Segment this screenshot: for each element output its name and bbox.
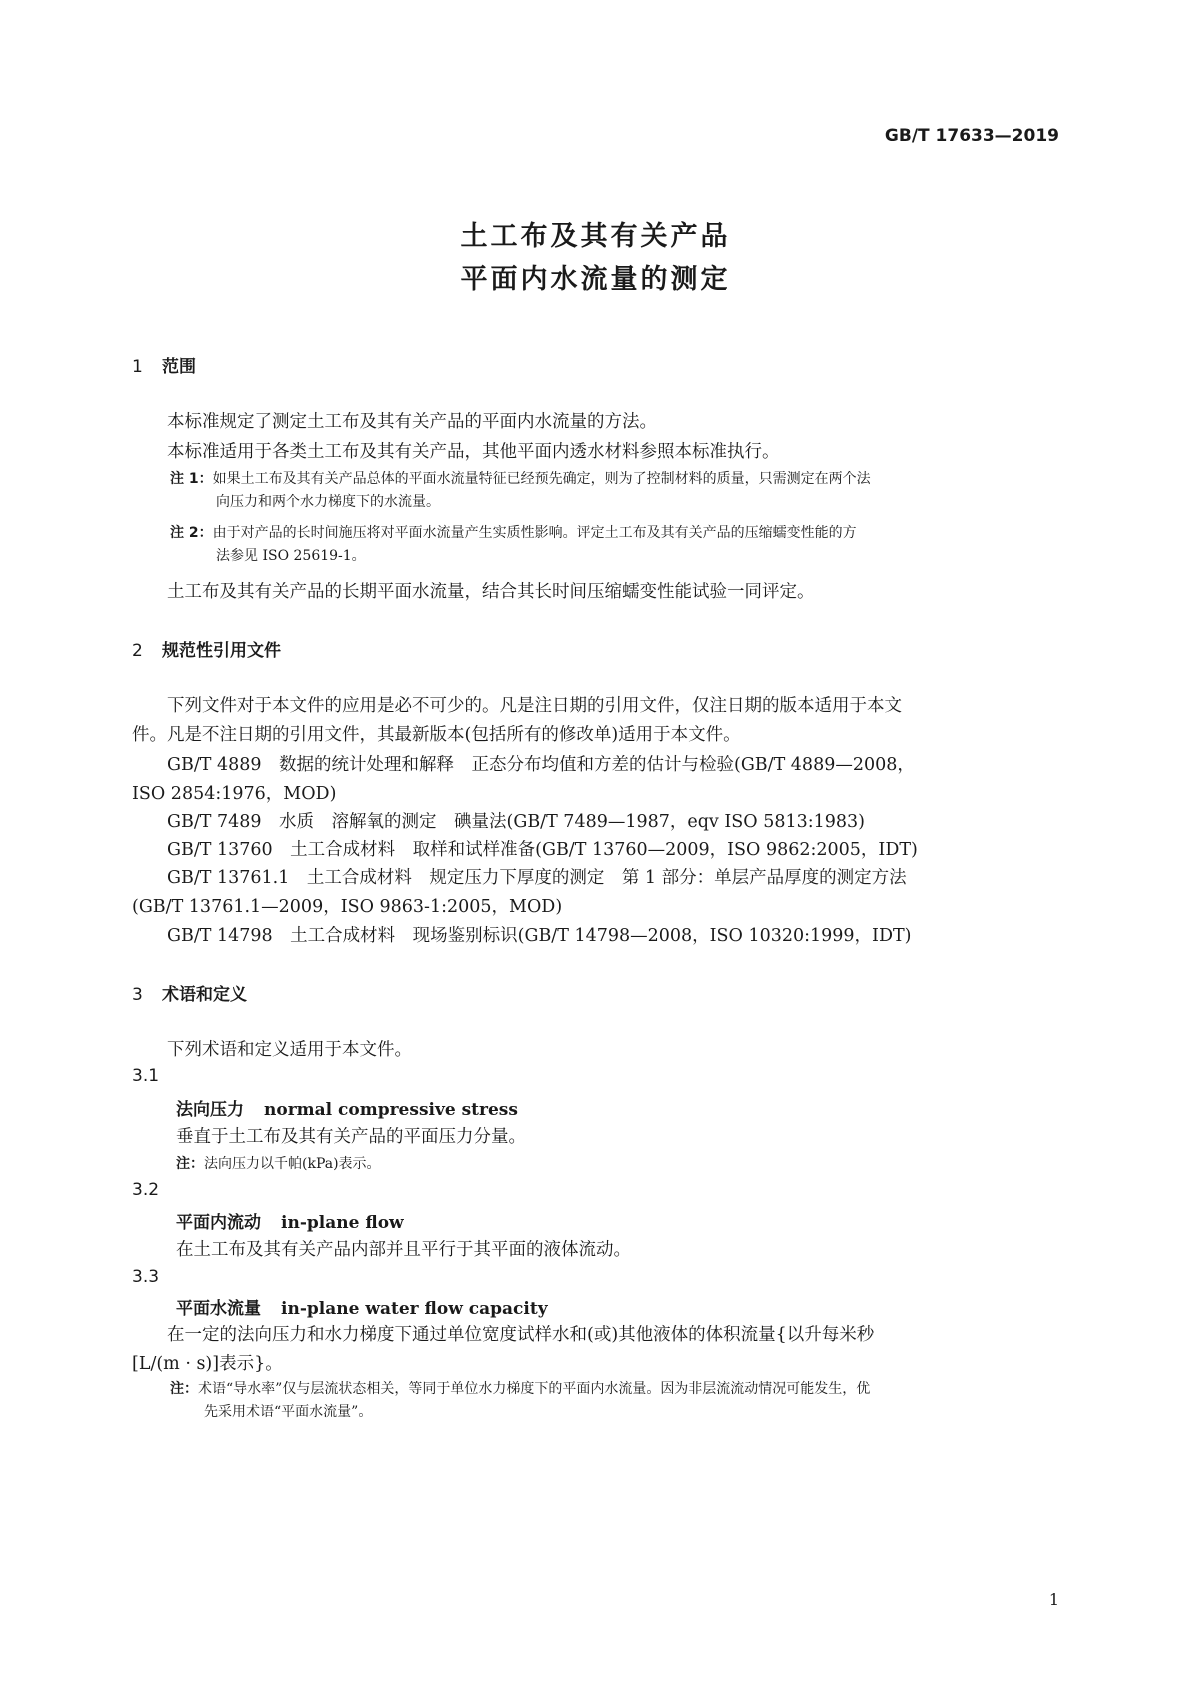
term-zh: 平面内流动: [176, 1213, 261, 1233]
term-number: 3.1: [132, 1066, 160, 1086]
term-number: 3.3: [132, 1267, 160, 1287]
term-en: in-plane water flow capacity: [281, 1299, 548, 1319]
reference-item: ISO 2854:1976，MOD): [132, 784, 337, 804]
note-text: 法参见 ISO 25619-1。: [216, 548, 366, 564]
reference-item: GB/T 14798 土工合成材料 现场鉴别标识(GB/T 14798—2008，ISO 10320:1999，IDT): [167, 926, 912, 946]
note-text: 由于对产品的长时间施压将对平面水流量产生实质性影响。评定土工布及其有关产品的压缩蠕变性能的方: [212, 525, 857, 541]
note-label: 注 2：: [170, 525, 213, 541]
reference-item: GB/T 7489 水质 溶解氧的测定 碘量法(GB/T 7489—1987，eqv ISO 5813:1983): [167, 812, 865, 832]
paragraph: 件。凡是不注日期的引用文件，其最新版本(包括所有的修改单)适用于本文件。: [132, 725, 741, 745]
term-zh: 法向压力: [176, 1100, 244, 1120]
note-text: 向压力和两个水力梯度下的水流量。: [216, 494, 440, 510]
section-3-heading: [132, 980, 247, 1005]
document-title-line2: 平面内水流量的测定: [460, 264, 731, 295]
term-number: 3.2: [132, 1180, 160, 1200]
reference-item: GB/T 4889 数据的统计处理和解释 正态分布均值和方差的估计与检验(GB/T 4889—2008，: [167, 755, 915, 775]
paragraph: 土工布及其有关产品的长期平面水流量，结合其长时间压缩蠕变性能试验一同评定。: [167, 582, 815, 602]
document-title-line1: 土工布及其有关产品: [460, 221, 731, 252]
reference-item: GB/T 13761.1 土工合成材料 规定压力下厚度的测定 第 1 部分：单层产品厚度的测定方法: [167, 868, 907, 888]
paragraph: 本标准适用于各类土工布及其有关产品，其他平面内透水材料参照本标准执行。: [167, 442, 780, 462]
term-note: [170, 1378, 1057, 1424]
term-definition: 在一定的法向压力和水力梯度下通过单位宽度试样水和(或)其他液体的体积流量{以升每米秒: [167, 1325, 875, 1345]
term-en: normal compressive stress: [264, 1100, 518, 1120]
term-heading: [176, 1208, 404, 1233]
section-number: 1: [132, 357, 143, 377]
note-text: 术语“导水率”仅与层流状态相关，等同于单位水力梯度下的平面内水流量。因为非层流流动情况可能发生，优: [198, 1381, 871, 1397]
section-2-heading: [132, 636, 281, 661]
section-title: 范围: [162, 357, 196, 377]
term-heading: [176, 1095, 518, 1120]
term-heading: [176, 1294, 548, 1319]
term-definition: [L/(m · s)]表示}。: [132, 1354, 283, 1374]
term-definition: 在土工布及其有关产品内部并且平行于其平面的液体流动。: [176, 1240, 631, 1260]
note-1: [170, 468, 1057, 514]
term-note: [176, 1153, 381, 1173]
note-label: 注：: [176, 1156, 204, 1172]
note-label: 注：: [170, 1381, 198, 1397]
standard-id: GB/T 17633—2019: [884, 126, 1059, 146]
section-title: 术语和定义: [162, 985, 247, 1005]
note-text: 如果土工布及其有关产品总体的平面水流量特征已经预先确定，则为了控制材料的质量，只需测定在两个法: [212, 471, 871, 487]
note-text: 法向压力以千帕(kPa)表示。: [204, 1156, 381, 1172]
paragraph: 本标准规定了测定土工布及其有关产品的平面内水流量的方法。: [167, 412, 657, 432]
reference-item: GB/T 13760 土工合成材料 取样和试样准备(GB/T 13760—2009，ISO 9862:2005，IDT): [167, 840, 918, 860]
page-number: 1: [1048, 1590, 1059, 1609]
term-zh: 平面水流量: [176, 1299, 261, 1319]
reference-item: (GB/T 13761.1—2009，ISO 9863-1:2005，MOD): [132, 897, 563, 917]
section-number: 2: [132, 641, 143, 661]
paragraph: 下列文件对于本文件的应用是必不可少的。凡是注日期的引用文件，仅注日期的版本适用于本文: [167, 696, 902, 716]
section-number: 3: [132, 985, 143, 1005]
note-2: [170, 522, 1057, 568]
note-text: 先采用术语“平面水流量”。: [204, 1404, 373, 1420]
section-1-heading: [132, 352, 196, 377]
term-definition: 垂直于土工布及其有关产品的平面压力分量。: [176, 1127, 526, 1147]
term-en: in-plane flow: [281, 1213, 404, 1233]
paragraph: 下列术语和定义适用于本文件。: [167, 1040, 412, 1060]
note-label: 注 1：: [170, 471, 213, 487]
section-title: 规范性引用文件: [162, 641, 281, 661]
